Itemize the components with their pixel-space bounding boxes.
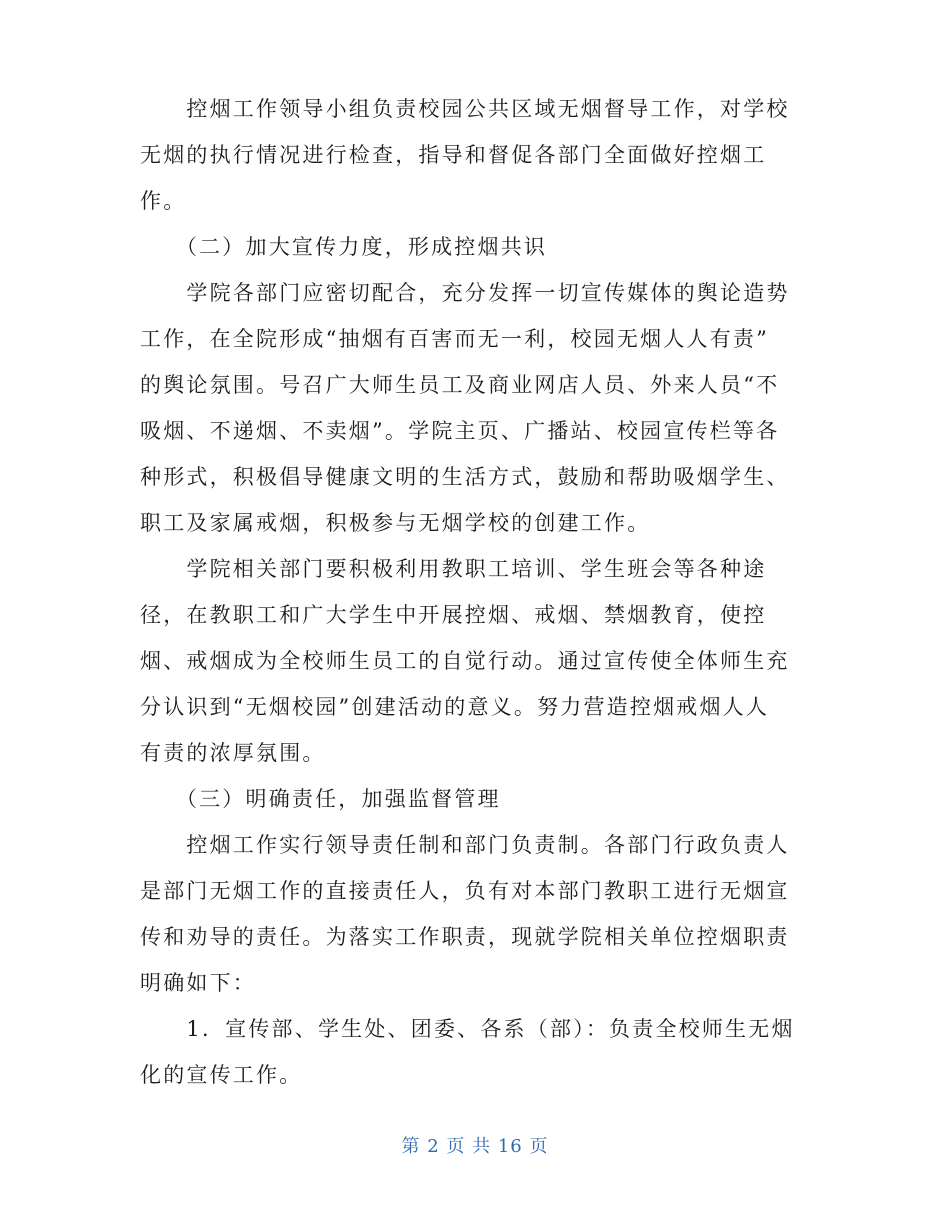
text-line: 吸烟、不递烟、不卖烟”。学院主页、广播站、校园宣传栏等各 <box>140 419 780 443</box>
text-line: 分认识到“无烟校园”创建活动的意义。努力营造控烟戒烟人人 <box>140 695 770 719</box>
text-line: 径，在教职工和广大学生中开展控烟、戒烟、禁烟教育，使控 <box>140 603 767 627</box>
text-line: 明确如下： <box>140 971 256 995</box>
text-line: 有责的浓厚氛围。 <box>140 741 326 765</box>
text-line: 无烟的执行情况进行检查，指导和督促各部门全面做好控烟工 <box>140 143 767 167</box>
section-heading: （二）加大宣传力度，形成控烟共识 <box>140 235 548 259</box>
text-line: 控烟工作领导小组负责校园公共区域无烟督导工作，对学校 <box>140 97 790 121</box>
text-line: 工作，在全院形成“抽烟有百害而无一利，校园无烟人人有责” <box>140 327 770 351</box>
text-line: 学院相关部门要积极利用教职工培训、学生班会等各种途 <box>140 557 767 581</box>
text-line: 作。 <box>140 189 187 213</box>
text-line: 化的宣传工作。 <box>140 1063 303 1087</box>
text-line: 种形式，积极倡导健康文明的生活方式，鼓励和帮助吸烟学生、 <box>140 465 790 489</box>
text-line: 职工及家属戒烟，积极参与无烟学校的创建工作。 <box>140 511 651 535</box>
text-line: 的舆论氛围。号召广大师生员工及商业网店人员、外来人员“不 <box>140 373 780 397</box>
text-line: 控烟工作实行领导责任制和部门负责制。各部门行政负责人 <box>140 833 790 857</box>
text-line: 传和劝导的责任。为落实工作职责，现就学院相关单位控烟职责 <box>140 925 790 949</box>
section-heading: （三）明确责任，加强监督管理 <box>140 787 501 811</box>
text-line: 烟、戒烟成为全校师生员工的自觉行动。通过宣传使全体师生充 <box>140 649 790 673</box>
page-number: 第 2 页 共 16 页 <box>401 1136 549 1157</box>
text-line: 是部门无烟工作的直接责任人，负有对本部门教职工进行无烟宣 <box>140 879 790 903</box>
text-line: 学院各部门应密切配合，充分发挥一切宣传媒体的舆论造势 <box>140 281 790 305</box>
body-text <box>140 86 800 1098</box>
list-item: 1．宣传部、学生处、团委、各系（部）：负责全校师生无烟 <box>140 1017 795 1041</box>
